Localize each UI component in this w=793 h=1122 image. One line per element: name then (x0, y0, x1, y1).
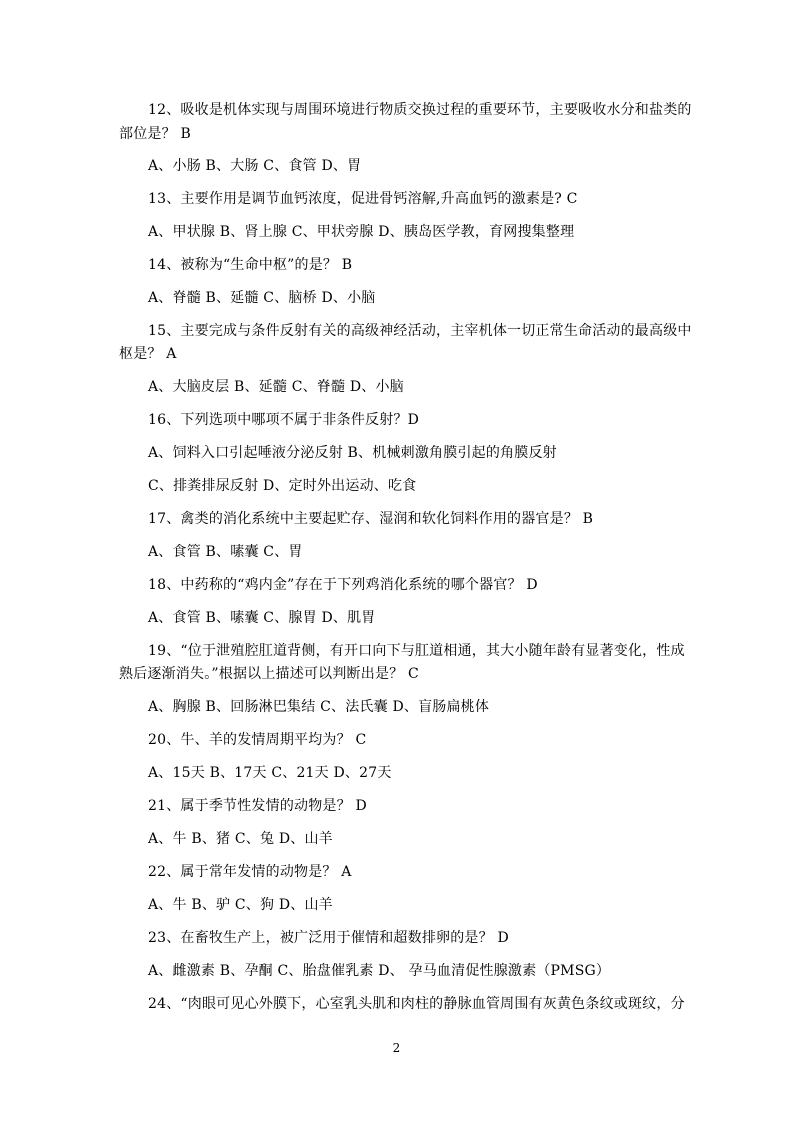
q23-text: 23、在畜牧生产上，被广泛用于催情和超数排卵的是？ D (148, 930, 509, 946)
q21-text: 21、属于季节性发情的动物是？ D (148, 798, 367, 814)
q15-text-line2: 枢是？ A (119, 346, 177, 362)
q22-text: 22、属于常年发情的动物是？ A (148, 864, 352, 880)
q23-options: A、雌激素 B、孕酮 C、胎盘催乳素 D、 孕马血清促性腺激素（PMSG） (148, 963, 611, 979)
q16-options-2: C、排粪排尿反射 D、定时外出运动、吃食 (148, 478, 417, 494)
page-number: 2 (392, 1041, 401, 1055)
q13-text: 13、主要作用是调节血钙浓度，促进骨钙溶解,升高血钙的激素是? C (148, 191, 578, 207)
q12-options: A、小肠 B、大肠 C、食管 D、胃 (148, 158, 362, 174)
q15-options: A、大脑皮层 B、延髓 C、脊髓 D、小脑 (148, 379, 404, 395)
q13-options: A、甲状腺 B、肾上腺 C、甲状旁腺 D、胰岛医学教，育网搜集整理 (148, 224, 575, 240)
q18-options: A、食管 B、嗉囊 C、腺胃 D、肌胃 (148, 610, 376, 626)
q24-text-line1: 24、“肉眼可见心外膜下，心室乳头肌和肉柱的静脉血管周围有灰黄色条纹或斑纹，分 (148, 996, 685, 1012)
q14-options: A、脊髓 B、延髓 C、脑桥 D、小脑 (148, 290, 376, 306)
q12-text-line2: 部位是？ B (119, 126, 191, 142)
q18-text: 18、中药称的“鸡内金”存在于下列鸡消化系统的哪个器官？ D (148, 577, 538, 593)
q16-text: 16、下列选项中哪项不属于非条件反射？D (148, 412, 420, 428)
q15-text-line1: 15、主要完成与条件反射有关的高级神经活动，主宰机体一切正常生命活动的最高级中 (148, 323, 692, 339)
q20-text: 20、牛、羊的发情周期平均为？ C (148, 732, 367, 748)
q17-options: A、食管 B、嗉囊 C、胃 (148, 544, 303, 560)
q17-text: 17、禽类的消化系统中主要起贮存、湿润和软化饲料作用的器官是？ B (148, 511, 594, 527)
q19-text-line1: 19、“位于泄殖腔肛道背侧，有开口向下与肛道相通，其大小随年龄有显著变化，性成 (148, 643, 685, 659)
q14-text: 14、被称为“生命中枢”的是？ B (148, 257, 353, 273)
q21-options: A、牛 B、猪 C、兔 D、山羊 (148, 831, 333, 847)
q19-options: A、胸腺 B、回肠淋巴集结 C、法氏囊 D、盲肠扁桃体 (148, 699, 490, 715)
q19-text-line2: 熟后逐渐消失。”根据以上描述可以判断出是？ C (119, 666, 419, 682)
q12-text-line1: 12、吸收是机体实现与周围环境进行物质交换过程的重要环节，主要吸收水分和盐类的 (148, 102, 692, 118)
q16-options-1: A、饲料入口引起唾液分泌反射 B、机械刺激角膜引起的角膜反射 (148, 445, 557, 461)
q20-options: A、15天 B、17天 C、21天 D、27天 (148, 765, 392, 781)
q22-options: A、牛 B、驴 C、狗 D、山羊 (148, 897, 333, 913)
